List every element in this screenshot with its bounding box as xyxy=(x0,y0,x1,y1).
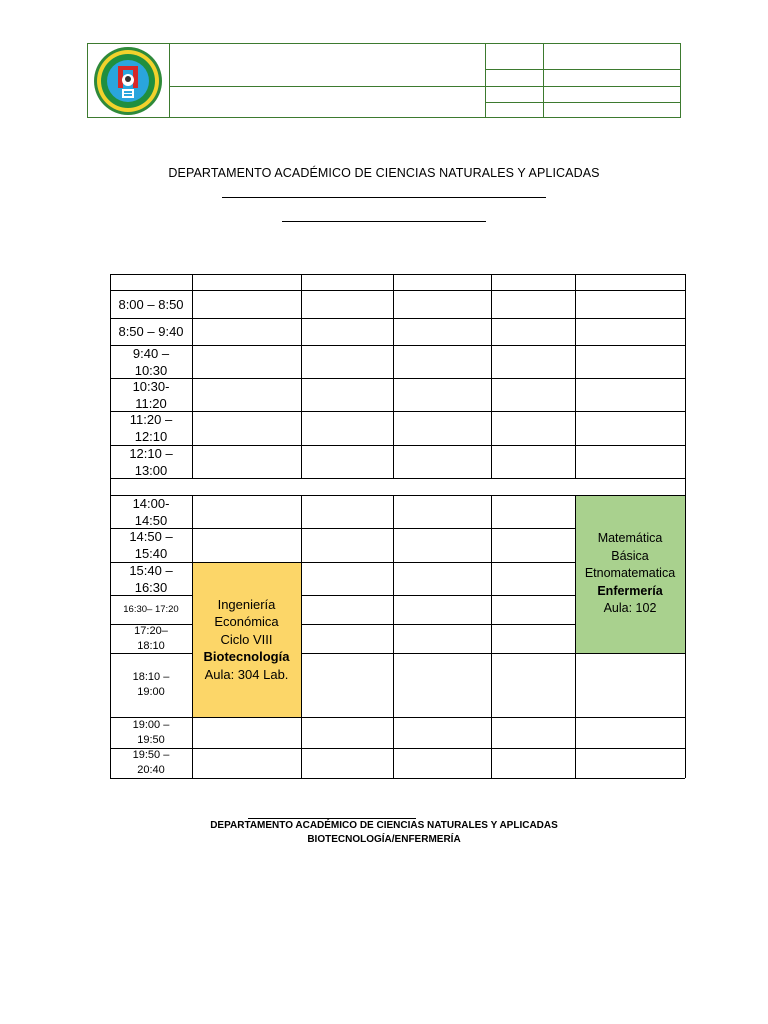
course-career: Enfermería xyxy=(597,583,663,598)
time-slot-label: 16:30– 17:20 xyxy=(123,604,179,615)
course-cycle: Ciclo VIII xyxy=(220,631,273,647)
time-slot-label: 8:50 – 9:40 xyxy=(118,324,184,339)
time-slot-label: 14:50 – 15:40 xyxy=(129,529,173,561)
time-slot-label: 12:10 – 13:00 xyxy=(129,445,173,478)
subtitle-underline xyxy=(282,221,486,222)
time-slot-label: 8:00 – 8:50 xyxy=(118,296,184,312)
time-slot-label: 17:20– 18:10 xyxy=(134,624,168,652)
course-enfermeria xyxy=(575,495,685,653)
course-room: Aula: 102 xyxy=(603,601,657,616)
time-slot-label: 18:10 – 19:00 xyxy=(132,671,170,698)
department-title: DEPARTAMENTO ACADÉMICO DE CIENCIAS NATURALES Y APLICADAS xyxy=(168,166,600,180)
course-name-line: Económica xyxy=(214,614,279,630)
document-header xyxy=(87,43,681,118)
course-biotecnologia xyxy=(192,562,301,717)
time-slot-label: 19:00 – 19:50 xyxy=(132,718,170,746)
course-career: Biotecnología xyxy=(203,649,290,665)
title-underline xyxy=(222,197,546,198)
footer-department: DEPARTAMENTO ACADÉMICO DE CIENCIAS NATURALES Y APLICADAS xyxy=(210,820,558,831)
time-slot-label: 14:00- 14:50 xyxy=(132,495,170,528)
footer-careers: BIOTECNOLOGÍA/ENFERMERÍA xyxy=(307,834,461,845)
time-slot-label: 15:40 – 16:30 xyxy=(129,562,173,595)
course-room: Aula: 304 Lab. xyxy=(204,666,289,682)
time-slot-label: 11:20 – 12:10 xyxy=(129,412,173,444)
time-slot-label: 19:50 – 20:40 xyxy=(132,749,170,776)
university-seal-logo xyxy=(93,46,163,116)
course-name-line: Básica xyxy=(611,548,649,563)
course-name-line: Matemática xyxy=(597,531,663,546)
course-name-line: Ingeniería xyxy=(217,596,276,612)
time-slot-label: 10:30- 11:20 xyxy=(132,378,170,411)
time-slot-label: 9:40 – 10:30 xyxy=(132,345,170,378)
course-name-line: Etnomatematica xyxy=(584,566,676,581)
